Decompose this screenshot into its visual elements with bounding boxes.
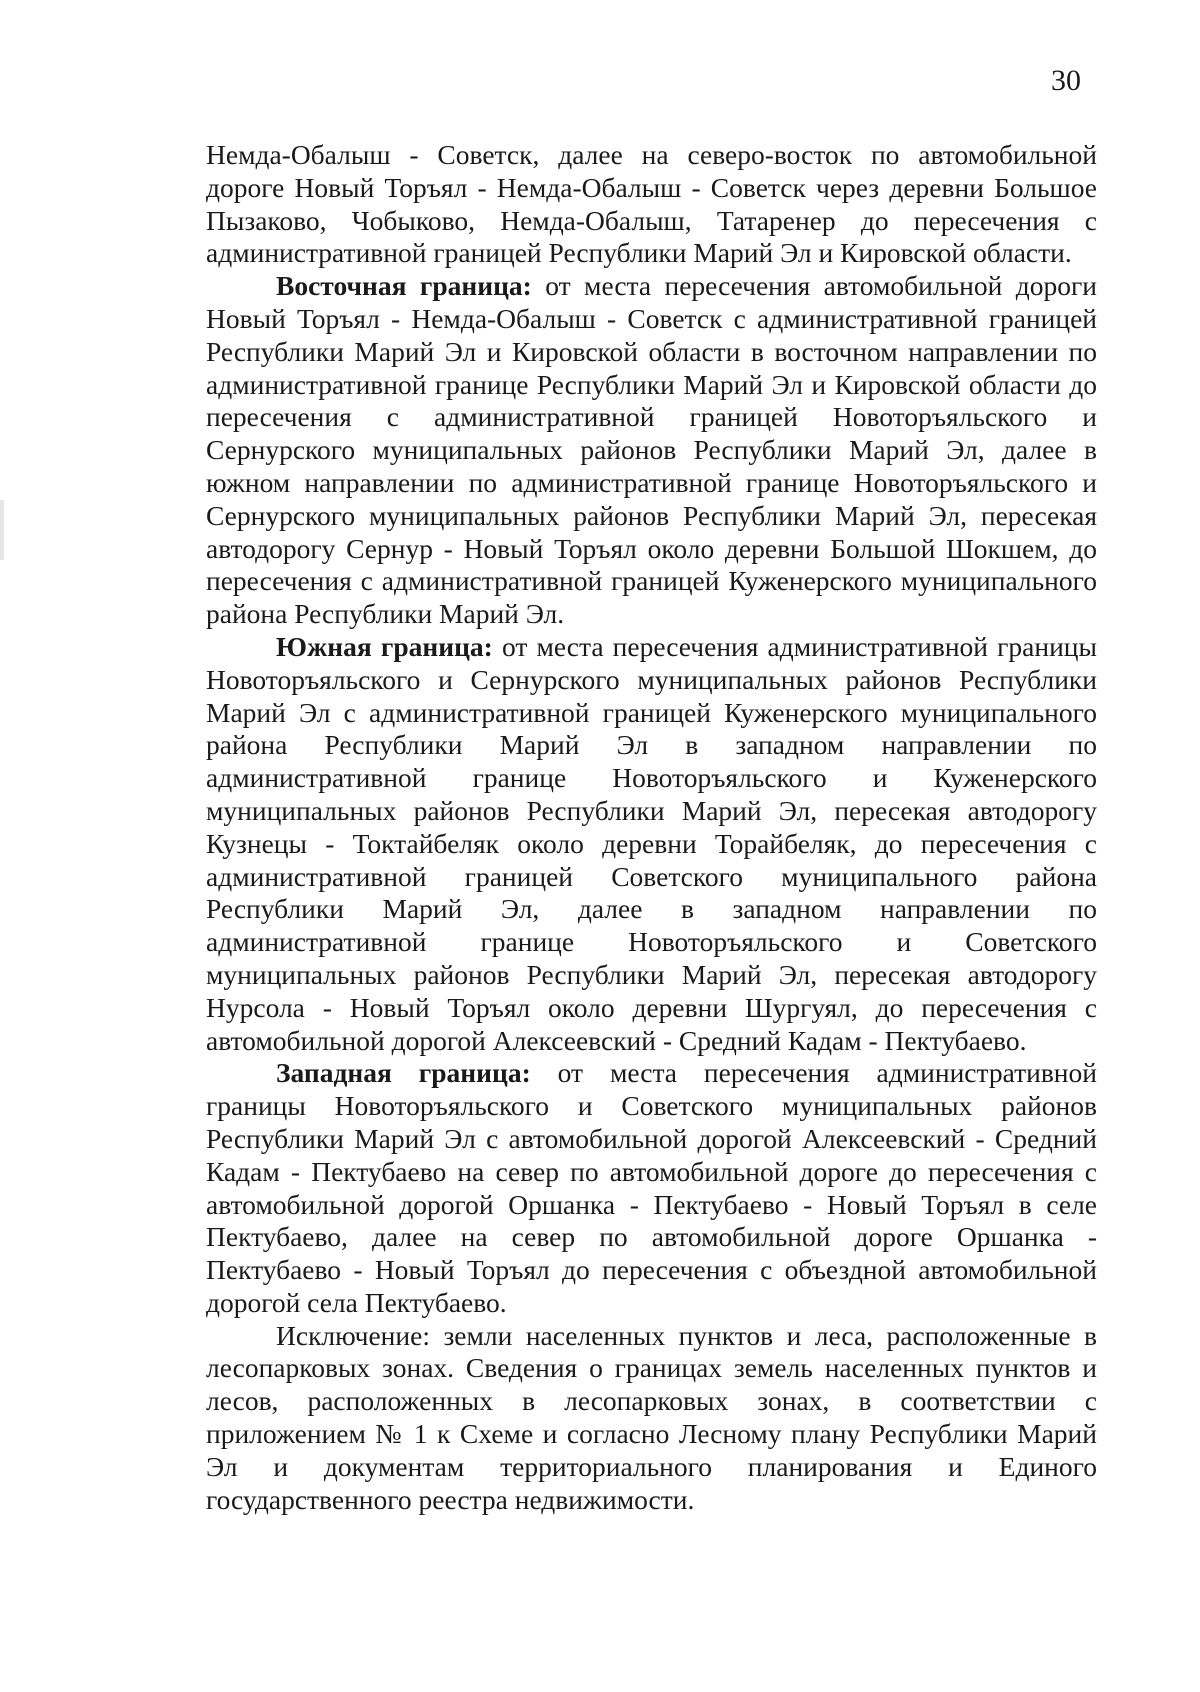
east-border-text: от места пересечения автомобильной дороги Новый Торъял - Немда-Обалыш - Советск с административной границей Республики Марий Эл и Кировской области в восточном направлении по административной границе Республики Марий Эл и Кировской области до пересечения с административной границей Новоторъяльского и Сернурского муниципальных районов Республики Марий Эл, далее в южном направлении по административной границе Новоторъяльского и Сернурского муниципальных районов Республики Марий Эл, пересекая автодорогу Сернур - Новый Торъял около деревни Большой Шокшем, до пересечения с административной границей Куженерского муниципального района Республики Марий Эл. xyxy=(206,270,1097,630)
paragraph-east-border xyxy=(206,270,1097,631)
east-border-heading: Восточная граница: xyxy=(276,270,532,302)
scan-margin-mark xyxy=(0,500,4,560)
west-border-text: от места пересечения административной границы Новоторъяльского и Советского муниципальных районов Республики Марий Эл с автомобильной дорогой Алексеевский - Средний Кадам - Пектубаево на север по автомобильной дороге до пересечения с автомобильной дорогой Оршанка - Пектубаево - Новый Торъял в селе Пектубаево, далее на север по автомобильной дороге Оршанка - Пектубаево - Новый Торъял до пересечения с объездной автомобильной дорогой села Пектубаево. xyxy=(206,1057,1097,1318)
page-number: 30 xyxy=(1051,64,1081,97)
paragraph-south-border xyxy=(206,631,1097,1057)
document-body xyxy=(206,139,1097,1516)
paragraph-north-continuation: Немда-Обалыш - Советск, далее на северо-восток по автомобильной дороге Новый Торъял - Немда-Обалыш - Советск через деревни Большое Пызаково, Чобыково, Немда-Обалыш, Татаренер до пересечения с административной границей Республики Марий Эл и Кировской области. xyxy=(206,139,1097,269)
west-border-heading: Западная граница: xyxy=(276,1057,531,1089)
south-border-text: от места пересечения административной границы Новоторъяльского и Сернурского муниципальных районов Республики Марий Эл с административной границей Куженерского муниципального района Республики Марий Эл в западном направлении по административной границе Новоторъяльского и Куженерского муниципальных районов Республики Марий Эл, пересекая автодорогу Кузнецы - Токтайбеляк около деревни Торайбеляк, до пересечения с административной границей Советского муниципального района Республики Марий Эл, далее в западном направлении по административной границе Новоторъяльского и Советского муниципальных районов Республики Марий Эл, пересекая автодорогу Нурсола - Новый Торъял около деревни Шургуял, до пересечения с автомобильной дорогой Алексеевский - Средний Кадам - Пектубаево. xyxy=(206,630,1098,1056)
paragraph-exception: Исключение: земли населенных пунктов и леса, расположенные в лесопарковых зонах. Сведения о границах земель населенных пунктов и лесов, расположенных в лесопарковых зонах, в соответствии с приложением № 1 к Схеме и согласно Лесному плану Республики Марий Эл и документам территориального планирования и Единого государственного реестра недвижимости. xyxy=(206,1319,1097,1515)
paragraph-west-border xyxy=(206,1057,1097,1319)
south-border-heading: Южная граница: xyxy=(276,630,493,662)
